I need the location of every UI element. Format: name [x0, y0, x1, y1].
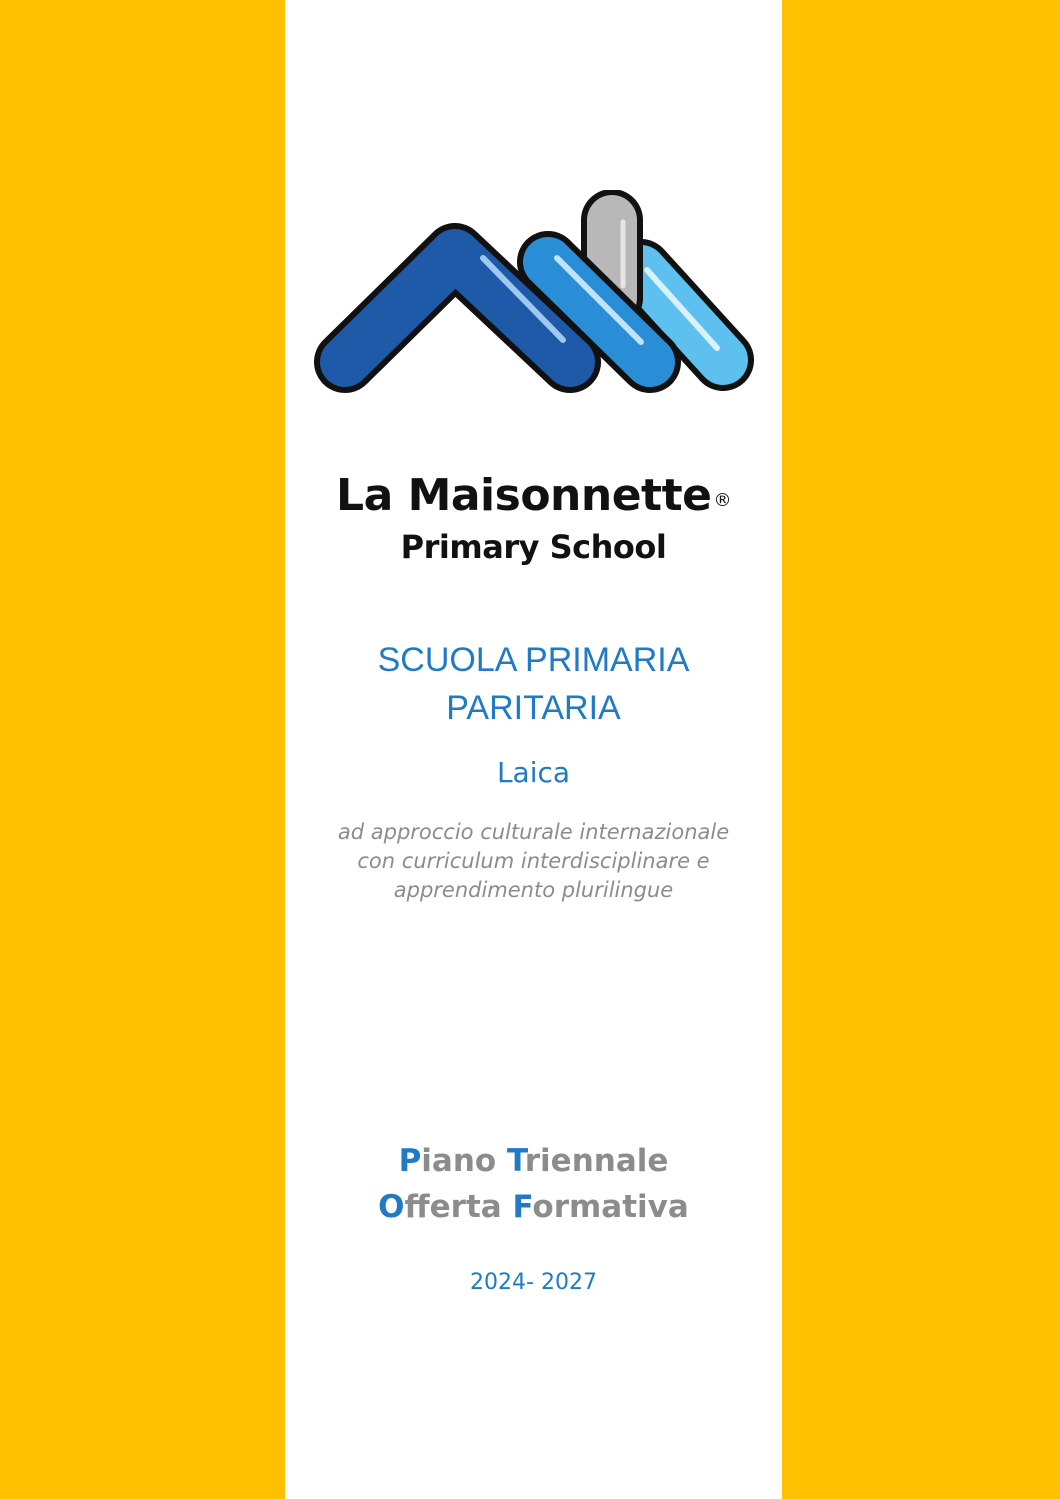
ptof-title: [285, 1138, 782, 1230]
house-roof-logo-icon: [305, 190, 765, 420]
ptof-initial: T: [507, 1143, 525, 1179]
ptof-word-rest: ormativa: [532, 1189, 689, 1225]
brand-name-text: La Maisonnette: [336, 470, 712, 521]
brand-name: [285, 470, 782, 521]
ptof-line-1: [285, 1138, 782, 1184]
ptof-word-rest: iano: [421, 1143, 497, 1179]
ptof-line-2: [285, 1184, 782, 1230]
ptof-word-rest: fferta: [404, 1189, 502, 1225]
school-type-heading: [285, 636, 782, 732]
description-line-3: apprendimento plurilingue: [393, 878, 674, 902]
ptof-initial: O: [378, 1189, 405, 1225]
right-yellow-band: [782, 0, 1060, 1499]
left-yellow-band: [0, 0, 285, 1499]
laica-label: Laica: [496, 756, 571, 789]
description-line-1: ad approccio culturale internazionale: [337, 820, 730, 844]
brand-subtitle: Primary School: [400, 528, 667, 566]
years-range: 2024- 2027: [470, 1270, 597, 1295]
ptof-word-rest: riennale: [524, 1143, 669, 1179]
ptof-initial: P: [398, 1143, 422, 1179]
cover-center-column: [285, 0, 782, 1499]
description-line-2: con curriculum interdisciplinare e: [357, 849, 710, 873]
school-type-line-2: PARITARIA: [446, 689, 621, 727]
ptof-initial: F: [512, 1189, 533, 1225]
school-type-line-1: SCUOLA PRIMARIA: [377, 641, 690, 679]
registered-mark: ®: [713, 490, 731, 511]
school-description: [285, 818, 782, 905]
